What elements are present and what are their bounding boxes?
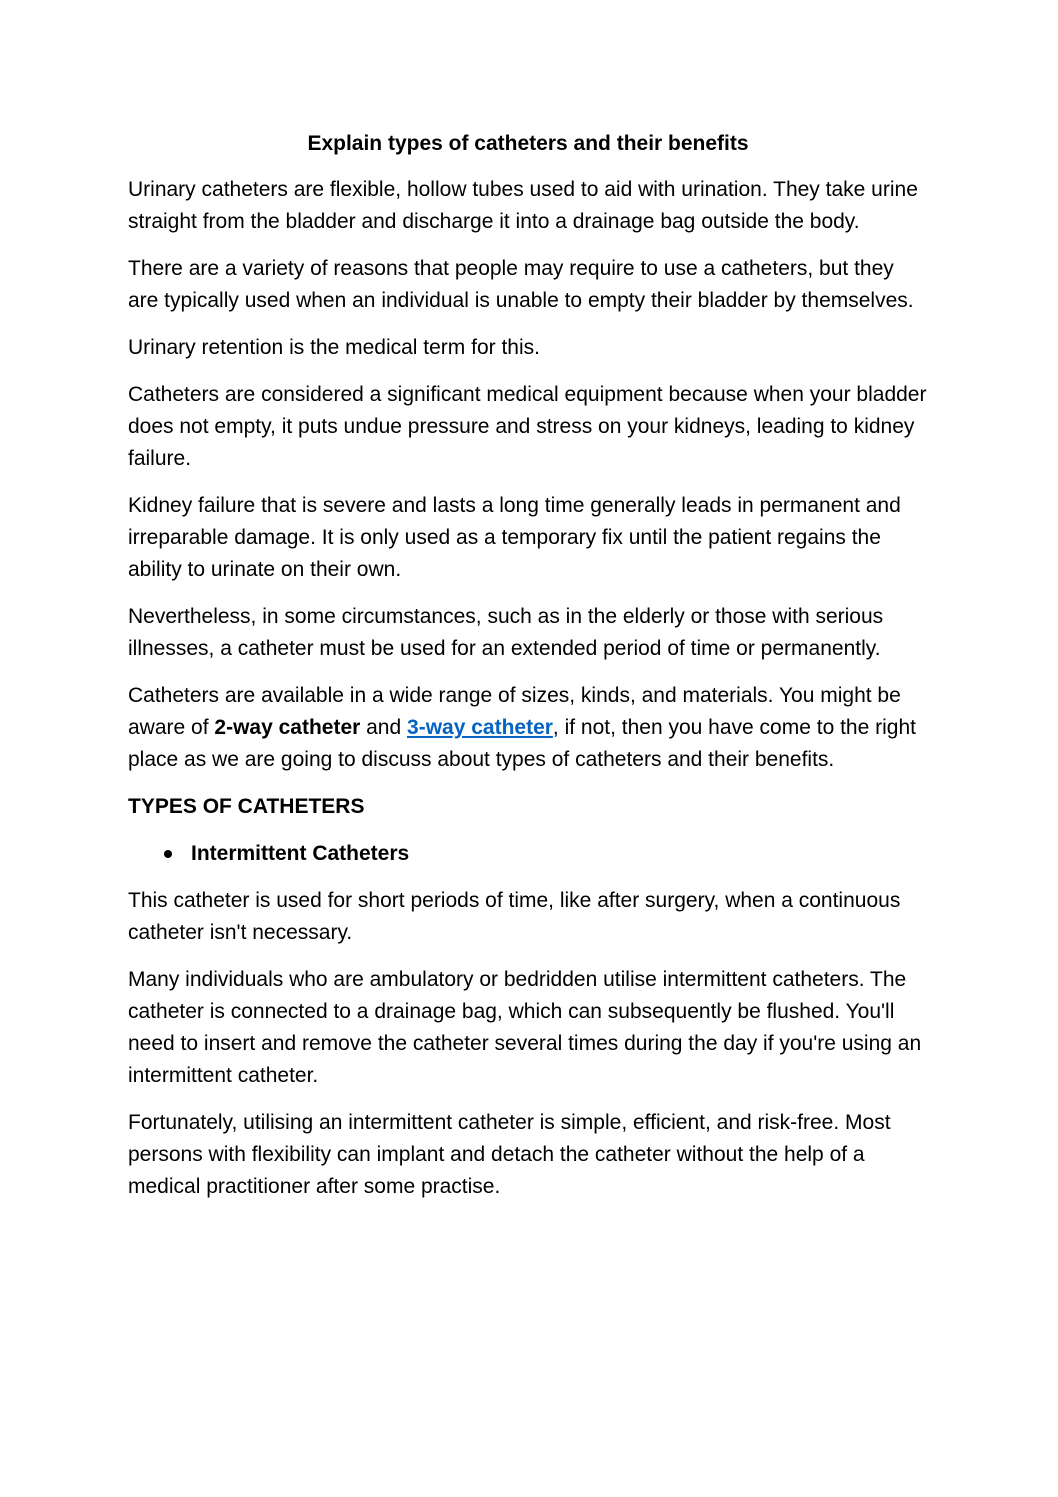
section-heading: TYPES OF CATHETERS — [128, 795, 365, 818]
document-title: Explain types of catheters and their benefits — [307, 132, 749, 155]
paragraph: Kidney failure that is severe and lasts a long time generally leads in permanent and irreparable damage. It is only used as a temporary fix until the patient regains the ability to urinate on their own. — [128, 494, 901, 581]
paragraph: There are a variety of reasons that people may require to use a catheters, but they are typically used when an individual is unable to empty their bladder by themselves. — [128, 257, 914, 312]
paragraph-text: , if not, then you have come to the right place as we are going to discuss about types of catheters and their benefits. — [128, 716, 916, 771]
bullet-item-label: Intermittent Catheters — [191, 842, 410, 865]
bullet-item — [128, 838, 928, 870]
paragraph-text: and — [360, 716, 408, 739]
paragraph: This catheter is used for short periods of time, like after surgery, when a continuous catheter isn't necessary. — [128, 889, 901, 944]
bullet-list — [128, 838, 928, 870]
paragraph: Many individuals who are ambulatory or bedridden utilise intermittent catheters. The catheter is connected to a drainage bag, which can subsequently be flushed. You'll need to insert and remove the catheter several times during the day if you're using an intermittent catheter. — [128, 968, 922, 1087]
paragraph: Urinary catheters are flexible, hollow tubes used to aid with urination. They take urine straight from the bladder and discharge it into a drainage bag outside the body. — [128, 178, 918, 233]
bullet-icon — [164, 850, 172, 858]
bold-term-2-way-catheter: 2-way catheter — [214, 716, 361, 739]
paragraph: Nevertheless, in some circumstances, such as in the elderly or those with serious illnesses, a catheter must be used for an extended period of time or permanently. — [128, 605, 884, 660]
paragraph-with-link — [128, 680, 928, 776]
document-page — [128, 128, 928, 1218]
paragraph: Fortunately, utilising an intermittent catheter is simple, efficient, and risk-free. Most persons with flexibility can implant and detach the catheter without the help of a medical practitioner after some practise. — [128, 1111, 891, 1198]
paragraph: Catheters are considered a significant medical equipment because when your bladder does not empty, it puts undue pressure and stress on your kidneys, leading to kidney failure. — [128, 383, 927, 470]
link-3-way-catheter[interactable]: 3-way catheter — [407, 716, 553, 739]
paragraph: Urinary retention is the medical term for this. — [128, 336, 540, 359]
paragraph-text: Catheters are available in a wide range of sizes, kinds, and materials. You might be aware of — [128, 684, 901, 739]
